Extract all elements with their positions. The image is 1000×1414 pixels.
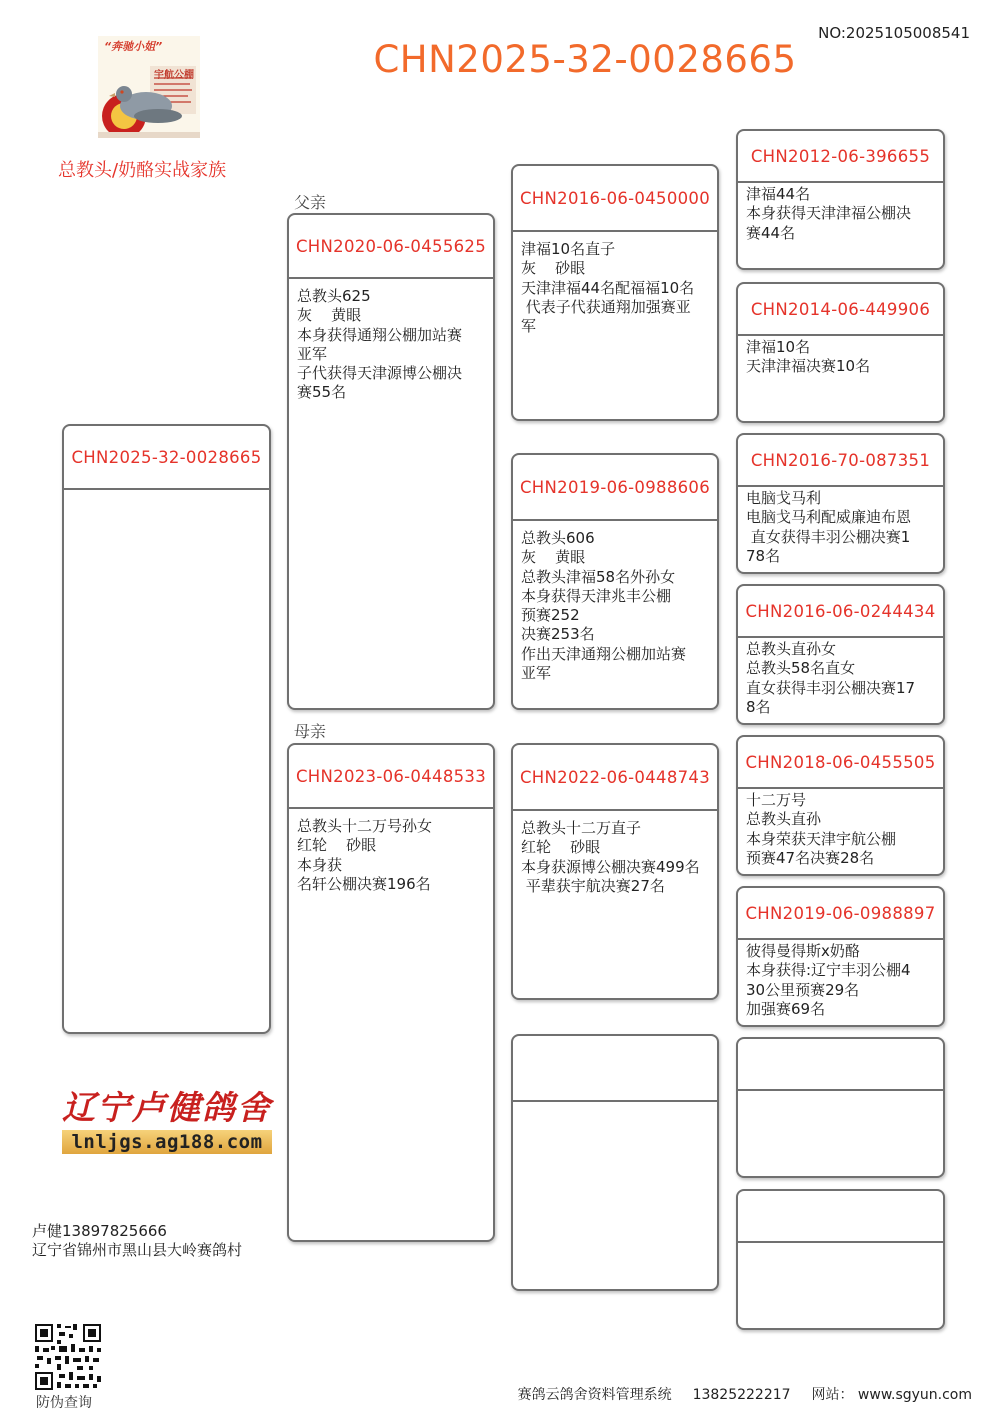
note-line: 总教头625 xyxy=(297,287,371,305)
note-line: 本身获得天津兆丰公棚 xyxy=(521,586,672,605)
note-line: 灰 砂眼 xyxy=(521,259,586,278)
ancestor-notes-5 xyxy=(738,789,943,868)
note-line: 津福10名 xyxy=(746,338,811,356)
ancestor-notes-2 xyxy=(738,336,943,377)
ancestor-notes-4 xyxy=(738,638,943,717)
note-line: 总教头十二万直子 xyxy=(521,819,642,837)
note-line: 红轮 砂眼 xyxy=(297,836,377,855)
note-line: 红轮 砂眼 xyxy=(521,838,601,857)
note-line: 总教头58名直女 xyxy=(746,659,856,678)
paternal-grandsire-ring: CHN2016-06-0450000 xyxy=(513,166,717,232)
note-line: 加强赛69名 xyxy=(746,999,826,1018)
mother-ring: CHN2023-06-0448533 xyxy=(289,745,493,809)
paternal-granddam-card xyxy=(511,453,719,710)
ancestor-card-5 xyxy=(736,735,945,876)
paternal-granddam-ring: CHN2019-06-0988606 xyxy=(513,455,717,521)
logo-text: 宇航公棚 xyxy=(154,70,194,81)
ancestor-ring-1: CHN2012-06-396655 xyxy=(738,131,943,183)
note-line: 总教头十二万号孙女 xyxy=(297,817,433,835)
breeder-phone: 卢健13897825666 xyxy=(32,1222,167,1240)
family-line: 总教头/奶酪实战家族 xyxy=(58,160,227,181)
ancestor-card-1 xyxy=(736,129,945,270)
qr-code-graphic xyxy=(33,1322,103,1392)
note-line: 作出天津通翔公棚加站赛 xyxy=(521,644,687,663)
footer-site-link[interactable]: www.sgyun.com xyxy=(857,1387,972,1403)
maternal-granddam-card xyxy=(511,1034,719,1291)
note-line: 本身获 xyxy=(297,855,343,874)
ancestor-card-6 xyxy=(736,886,945,1027)
note-line: 电脑戈马利配威廉迪布恩 xyxy=(746,508,912,527)
anti-fake-qr-code[interactable] xyxy=(33,1322,103,1392)
note-line: 平辈获宇航决赛27名 xyxy=(521,876,665,895)
pedigree-title: CHN2025-32-0028665 xyxy=(373,38,797,81)
note-line: 代表子代获通翔加强赛亚 xyxy=(521,297,691,316)
note-line: 总教头直孙 xyxy=(746,810,822,829)
ancestor-card-8 xyxy=(736,1189,945,1330)
ancestor-notes-3 xyxy=(738,487,943,566)
ancestor-card-3 xyxy=(736,433,945,574)
father-ring: CHN2020-06-0455625 xyxy=(289,215,493,279)
note-line: 总教头直孙女 xyxy=(746,640,837,658)
qr-label: 防伪查询 xyxy=(36,1395,92,1411)
maternal-grandsire-ring: CHN2022-06-0448743 xyxy=(513,745,717,811)
note-line: 电脑戈马利 xyxy=(746,489,822,507)
ancestor-card-2 xyxy=(736,282,945,423)
father-notes xyxy=(289,279,493,403)
note-line: 灰 黄眼 xyxy=(297,306,362,325)
father-label: 父亲 xyxy=(294,193,327,212)
father-card xyxy=(287,213,495,710)
footer-system-name: 赛鸽云鸽舍资料管理系统 xyxy=(517,1387,672,1403)
note-line: 直女获得丰羽公棚决赛17 xyxy=(746,678,916,697)
maternal-grandsire-notes xyxy=(513,811,717,896)
paternal-grandsire-card xyxy=(511,164,719,421)
note-line: 8名 xyxy=(746,697,771,716)
note-line: 亚军 xyxy=(297,344,328,363)
ancestor-notes-6 xyxy=(738,940,943,1019)
maternal-grandsire-card xyxy=(511,743,719,1000)
footer xyxy=(518,1384,972,1404)
paternal-granddam-notes xyxy=(513,521,717,683)
mother-card xyxy=(287,743,495,1242)
note-line: 赛44名 xyxy=(746,223,796,242)
note-line: 军 xyxy=(521,317,537,336)
note-line: 赛55名 xyxy=(297,383,347,402)
ancestor-ring-5: CHN2018-06-0455505 xyxy=(738,737,943,789)
loft-logo-url: lnljgs.ag188.com xyxy=(62,1130,272,1154)
loft-logo-name: 辽宁卢健鸽舍 xyxy=(62,1088,272,1127)
note-line: 78名 xyxy=(746,546,781,565)
note-line: 本身获源博公棚决赛499名 xyxy=(521,857,700,876)
ancestor-card-7 xyxy=(736,1037,945,1178)
breeder-address: 辽宁省锦州市黑山县大岭赛鸽村 xyxy=(32,1241,243,1259)
footer-site-label: 网站： xyxy=(811,1387,854,1403)
note-line: 天津津福44名配福福10名 xyxy=(521,278,695,297)
note-line: 子代获得天津源博公棚决 xyxy=(297,364,463,383)
breeder-contact xyxy=(32,1222,242,1260)
note-line: 30公里预赛29名 xyxy=(746,980,860,999)
subject-card xyxy=(62,424,271,1034)
mother-notes xyxy=(289,809,493,894)
loft-logo xyxy=(62,1086,272,1158)
note-line: 直女获得丰羽公棚决赛1 xyxy=(746,527,911,546)
note-line: 十二万号 xyxy=(746,791,807,809)
note-line: 灰 黄眼 xyxy=(521,548,586,567)
ancestor-ring-3: CHN2016-70-087351 xyxy=(738,435,943,487)
ancestor-ring-6: CHN2019-06-0988897 xyxy=(738,888,943,940)
note-line: 预赛252 xyxy=(521,606,580,625)
logo-caption: “奔驰小姐” xyxy=(104,40,163,53)
note-line: 名轩公棚决赛196名 xyxy=(297,874,431,893)
note-line: 津福10名直子 xyxy=(521,240,616,258)
note-line: 本身获得天津津福公棚决 xyxy=(746,204,912,223)
ancestor-ring-4: CHN2016-06-0244434 xyxy=(738,586,943,638)
maternal-granddam-ring xyxy=(513,1036,717,1102)
note-line: 津福44名 xyxy=(746,185,811,203)
ancestor-card-4 xyxy=(736,584,945,725)
note-line: 预赛47名决赛28名 xyxy=(746,848,875,867)
ancestor-notes-1 xyxy=(738,183,943,243)
ancestor-ring-2: CHN2014-06-449906 xyxy=(738,284,943,336)
note-line: 天津津福决赛10名 xyxy=(746,357,871,376)
ancestor-ring-7 xyxy=(738,1039,943,1091)
note-line: 本身获得通翔公棚加站赛 xyxy=(297,325,463,344)
note-line: 决赛253名 xyxy=(521,625,595,644)
footer-phone: 13825222217 xyxy=(692,1387,791,1403)
note-line: 总教头津福58名外孙女 xyxy=(521,567,676,586)
note-line: 亚军 xyxy=(521,664,552,683)
paternal-grandsire-notes xyxy=(513,232,717,336)
pigeon-logo-image xyxy=(98,36,200,138)
note-line: 本身获得:辽宁丰羽公棚4 xyxy=(746,961,911,980)
mother-label: 母亲 xyxy=(294,722,327,741)
ancestor-ring-8 xyxy=(738,1191,943,1243)
subject-ring: CHN2025-32-0028665 xyxy=(64,426,269,490)
note-line: 彼得曼得斯x奶酪 xyxy=(746,942,860,960)
document-number: NO:2025105008541 xyxy=(818,24,970,42)
note-line: 本身荣获天津宇航公棚 xyxy=(746,829,897,848)
note-line: 总教头606 xyxy=(521,529,595,547)
